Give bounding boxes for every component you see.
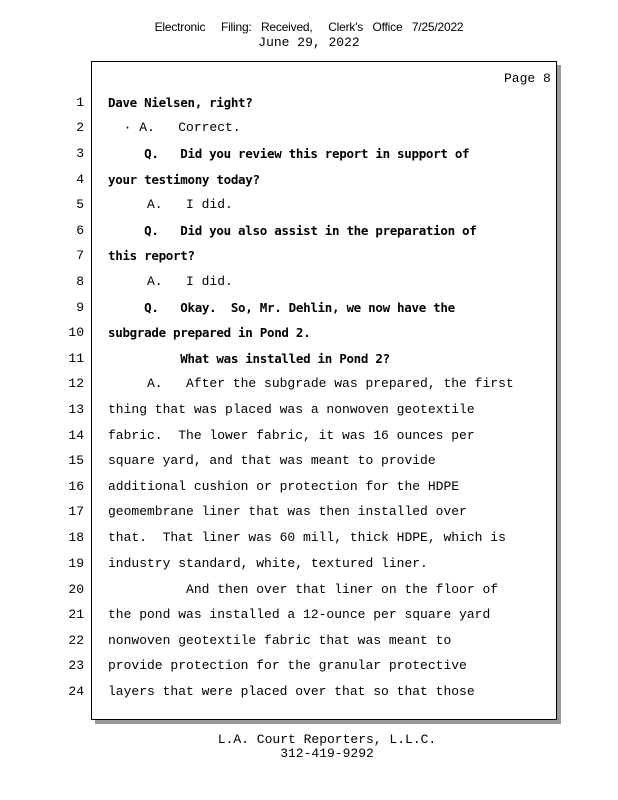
transcript-line bbox=[0, 144, 618, 164]
transcript-line bbox=[0, 349, 618, 369]
line-text: subgrade prepared in Pond 2. bbox=[108, 325, 311, 340]
transcript-line bbox=[0, 246, 618, 266]
line-text: that. That liner was 60 mill, thick HDPE, which is bbox=[108, 530, 506, 545]
line-text: nonwoven geotextile fabric that was meant to bbox=[108, 633, 452, 648]
line-number: 18 bbox=[68, 530, 84, 545]
transcript-line bbox=[0, 221, 618, 241]
transcript-line bbox=[0, 170, 618, 190]
line-number: 2 bbox=[76, 120, 84, 135]
line-number: 22 bbox=[68, 633, 84, 648]
line-number: 9 bbox=[76, 300, 84, 315]
line-number: 4 bbox=[76, 172, 84, 187]
line-text: your testimony today? bbox=[108, 172, 260, 187]
line-number: 20 bbox=[68, 582, 84, 597]
line-text: And then over that liner on the floor of bbox=[108, 582, 499, 597]
line-text: additional cushion or protection for the HDPE bbox=[108, 479, 460, 494]
line-text: Q. Did you review this report in support of bbox=[108, 146, 470, 161]
filing-stamp: Electronic Filing: Received, Clerk's Office 7/25/2022 bbox=[154, 20, 464, 34]
transcript-line bbox=[0, 374, 618, 394]
transcript-line bbox=[0, 400, 618, 420]
reporter-phone: 312-419-9292 bbox=[280, 746, 374, 761]
transcript-line bbox=[0, 554, 618, 574]
line-number: 10 bbox=[68, 325, 84, 340]
line-number: 17 bbox=[68, 504, 84, 519]
line-text: geomembrane liner that was then installed over bbox=[108, 504, 467, 519]
transcript-line bbox=[0, 528, 618, 548]
line-text: this report? bbox=[108, 248, 195, 263]
transcript-line bbox=[0, 93, 618, 113]
line-number: 13 bbox=[68, 402, 84, 417]
line-text: industry standard, white, textured liner. bbox=[108, 556, 428, 571]
transcript-line bbox=[0, 426, 618, 446]
transcript-line bbox=[0, 477, 618, 497]
line-number: 8 bbox=[76, 274, 84, 289]
transcript-line bbox=[0, 451, 618, 471]
line-text: fabric. The lower fabric, it was 16 ounces per bbox=[108, 428, 475, 443]
line-text: thing that was placed was a nonwoven geotextile bbox=[108, 402, 475, 417]
transcript-line bbox=[0, 195, 618, 215]
transcript-line bbox=[0, 323, 618, 343]
line-text: A. I did. bbox=[108, 197, 233, 212]
line-text: Dave Nielsen, right? bbox=[108, 95, 253, 110]
line-number: 7 bbox=[76, 248, 84, 263]
reporter-company: L.A. Court Reporters, L.L.C. bbox=[217, 732, 437, 747]
line-text: the pond was installed a 12-ounce per square yard bbox=[108, 607, 491, 622]
transcript-line bbox=[0, 502, 618, 522]
transcript-line bbox=[0, 580, 618, 600]
transcript-line bbox=[0, 631, 618, 651]
transcript-line bbox=[0, 118, 618, 138]
line-text: Q. Okay. So, Mr. Dehlin, we now have the bbox=[108, 300, 455, 315]
line-number: 6 bbox=[76, 223, 84, 238]
transcript-line bbox=[0, 298, 618, 318]
line-text: Q. Did you also assist in the preparation of bbox=[108, 223, 477, 238]
line-number: 14 bbox=[68, 428, 84, 443]
line-text: What was installed in Pond 2? bbox=[108, 351, 390, 366]
line-number: 23 bbox=[68, 658, 84, 673]
line-text: · A. Correct. bbox=[108, 120, 241, 135]
line-text: A. After the subgrade was prepared, the first bbox=[108, 376, 514, 391]
line-number: 24 bbox=[68, 684, 84, 699]
line-text: layers that were placed over that so that those bbox=[108, 684, 475, 699]
line-number: 21 bbox=[68, 607, 84, 622]
line-number: 11 bbox=[68, 351, 84, 366]
line-number: 19 bbox=[68, 556, 84, 571]
line-number: 3 bbox=[76, 146, 84, 161]
line-text: A. I did. bbox=[108, 274, 233, 289]
transcript-line bbox=[0, 682, 618, 702]
transcript-line bbox=[0, 272, 618, 292]
line-number: 15 bbox=[68, 453, 84, 468]
transcript-line bbox=[0, 656, 618, 676]
line-number: 16 bbox=[68, 479, 84, 494]
line-text: provide protection for the granular protective bbox=[108, 658, 467, 673]
transcript-line bbox=[0, 605, 618, 625]
line-number: 12 bbox=[68, 376, 84, 391]
deposition-date: June 29, 2022 bbox=[258, 35, 360, 50]
line-number: 1 bbox=[76, 95, 84, 110]
page-number: Page 8 bbox=[504, 71, 551, 86]
line-number: 5 bbox=[76, 197, 84, 212]
line-text: square yard, and that was meant to provide bbox=[108, 453, 436, 468]
